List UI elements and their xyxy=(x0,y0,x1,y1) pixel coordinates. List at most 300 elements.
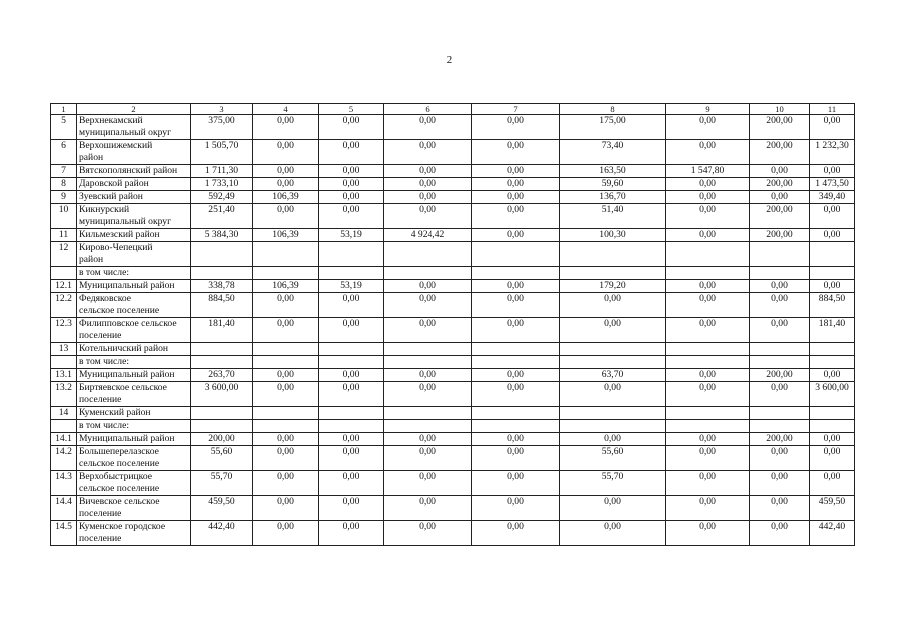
value-cell: 0,00 xyxy=(319,369,384,382)
value-cell: 3 600,00 xyxy=(191,382,253,407)
row-name-line: в том числе: xyxy=(79,267,130,278)
value-cell: 0,00 xyxy=(384,280,472,293)
value-cell: 106,39 xyxy=(253,280,319,293)
value-cell: 0,00 xyxy=(319,115,384,140)
value-cell: 100,30 xyxy=(560,229,666,242)
value-cell: 0,00 xyxy=(666,229,750,242)
value-cell: 0,00 xyxy=(472,382,560,407)
value-cell xyxy=(253,356,319,369)
value-cell: 0,00 xyxy=(319,178,384,191)
value-cell: 0,00 xyxy=(810,229,855,242)
value-cell: 106,39 xyxy=(253,229,319,242)
table-row xyxy=(51,293,855,318)
table-row xyxy=(51,433,855,446)
column-number-cell: 7 xyxy=(472,104,560,115)
value-cell: 0,00 xyxy=(666,521,750,546)
value-cell: 0,00 xyxy=(666,318,750,343)
value-cell: 0,00 xyxy=(253,382,319,407)
value-cell: 0,00 xyxy=(319,191,384,204)
value-cell xyxy=(253,267,319,280)
value-cell: 0,00 xyxy=(666,471,750,496)
value-cell: 0,00 xyxy=(472,178,560,191)
value-cell: 375,00 xyxy=(191,115,253,140)
row-name-line: Даровской район xyxy=(79,178,149,189)
row-number-cell: 14.4 xyxy=(51,496,77,521)
value-cell xyxy=(319,356,384,369)
table-row xyxy=(51,229,855,242)
value-cell: 0,00 xyxy=(472,496,560,521)
row-name-line: Куменское городское xyxy=(79,521,166,532)
value-cell xyxy=(666,242,750,267)
value-cell: 0,00 xyxy=(666,496,750,521)
row-name-cell xyxy=(77,242,191,267)
value-cell xyxy=(750,267,810,280)
value-cell: 200,00 xyxy=(750,433,810,446)
row-name-cell xyxy=(77,471,191,496)
value-cell: 0,00 xyxy=(384,382,472,407)
value-cell xyxy=(560,407,666,420)
row-number-cell: 13 xyxy=(51,343,77,356)
value-cell: 106,39 xyxy=(253,191,319,204)
value-cell: 263,70 xyxy=(191,369,253,382)
row-name-cell xyxy=(77,140,191,165)
value-cell xyxy=(319,242,384,267)
value-cell xyxy=(253,420,319,433)
table-row xyxy=(51,369,855,382)
value-cell: 0,00 xyxy=(472,471,560,496)
column-number-cell: 1 xyxy=(51,104,77,115)
value-cell: 181,40 xyxy=(191,318,253,343)
value-cell: 0,00 xyxy=(750,382,810,407)
value-cell xyxy=(319,407,384,420)
value-cell: 0,00 xyxy=(253,496,319,521)
row-name-line: Муниципальный район xyxy=(79,369,175,380)
value-cell: 0,00 xyxy=(666,382,750,407)
value-cell: 59,60 xyxy=(560,178,666,191)
value-cell: 0,00 xyxy=(384,433,472,446)
table-row xyxy=(51,471,855,496)
value-cell: 0,00 xyxy=(253,204,319,229)
value-cell xyxy=(560,242,666,267)
value-cell: 0,00 xyxy=(472,115,560,140)
row-name-cell xyxy=(77,521,191,546)
value-cell: 0,00 xyxy=(810,446,855,471)
value-cell: 0,00 xyxy=(560,382,666,407)
value-cell: 53,19 xyxy=(319,280,384,293)
value-cell: 163,50 xyxy=(560,165,666,178)
value-cell: 0,00 xyxy=(472,433,560,446)
value-cell: 0,00 xyxy=(253,140,319,165)
value-cell: 1 547,80 xyxy=(666,165,750,178)
value-cell: 200,00 xyxy=(750,369,810,382)
table-row xyxy=(51,140,855,165)
data-table xyxy=(50,103,855,546)
value-cell xyxy=(191,267,253,280)
row-name-line: Вичевское сельское xyxy=(79,496,160,507)
column-number-cell: 8 xyxy=(560,104,666,115)
value-cell xyxy=(472,420,560,433)
table-row xyxy=(51,165,855,178)
value-cell: 0,00 xyxy=(319,293,384,318)
table-row xyxy=(51,496,855,521)
value-cell xyxy=(560,343,666,356)
row-name-line: сельское поселение xyxy=(79,457,160,469)
value-cell: 0,00 xyxy=(666,204,750,229)
row-name-line: муниципальный округ xyxy=(79,126,172,138)
value-cell: 0,00 xyxy=(666,446,750,471)
value-cell: 0,00 xyxy=(319,446,384,471)
value-cell: 0,00 xyxy=(810,369,855,382)
table-row xyxy=(51,521,855,546)
row-name-line: Зуевский район xyxy=(79,191,143,202)
value-cell xyxy=(560,356,666,369)
row-name-line: район xyxy=(79,151,104,163)
row-number-cell: 12 xyxy=(51,242,77,267)
value-cell: 0,00 xyxy=(810,433,855,446)
value-cell: 0,00 xyxy=(319,165,384,178)
value-cell: 0,00 xyxy=(384,140,472,165)
row-name-line: Куменский район xyxy=(79,407,151,418)
row-name-line: Биртяевское сельское xyxy=(79,382,167,393)
value-cell xyxy=(472,356,560,369)
value-cell: 0,00 xyxy=(253,293,319,318)
table-row xyxy=(51,242,855,267)
table-body xyxy=(51,104,855,546)
value-cell: 0,00 xyxy=(384,165,472,178)
value-cell: 0,00 xyxy=(666,280,750,293)
value-cell: 0,00 xyxy=(666,191,750,204)
value-cell: 0,00 xyxy=(750,471,810,496)
value-cell: 442,40 xyxy=(810,521,855,546)
column-number-row xyxy=(51,104,855,115)
value-cell xyxy=(319,267,384,280)
row-name-line: Верхошижемский xyxy=(79,140,153,151)
row-number-cell: 14 xyxy=(51,407,77,420)
row-name-cell xyxy=(77,267,191,280)
value-cell: 459,50 xyxy=(191,496,253,521)
row-name-line: Большеперелазское xyxy=(79,446,159,457)
value-cell xyxy=(384,420,472,433)
table-row xyxy=(51,280,855,293)
row-name-line: Федяковское xyxy=(79,293,132,304)
value-cell: 175,00 xyxy=(560,115,666,140)
row-number-cell: 14.2 xyxy=(51,446,77,471)
value-cell: 1 711,30 xyxy=(191,165,253,178)
row-name-cell xyxy=(77,165,191,178)
column-number-cell: 11 xyxy=(810,104,855,115)
value-cell: 55,70 xyxy=(191,471,253,496)
value-cell xyxy=(750,343,810,356)
value-cell xyxy=(384,267,472,280)
value-cell: 0,00 xyxy=(560,293,666,318)
value-cell: 200,00 xyxy=(750,115,810,140)
value-cell: 136,70 xyxy=(560,191,666,204)
row-name-cell xyxy=(77,420,191,433)
value-cell xyxy=(319,420,384,433)
value-cell xyxy=(666,267,750,280)
row-name-cell xyxy=(77,204,191,229)
value-cell xyxy=(472,343,560,356)
value-cell xyxy=(191,343,253,356)
value-cell: 0,00 xyxy=(666,140,750,165)
row-number-cell: 6 xyxy=(51,140,77,165)
value-cell xyxy=(750,356,810,369)
column-number-cell: 3 xyxy=(191,104,253,115)
row-name-line: муниципальный округ xyxy=(79,215,172,227)
value-cell: 3 600,00 xyxy=(810,382,855,407)
value-cell: 0,00 xyxy=(253,369,319,382)
value-cell: 0,00 xyxy=(319,382,384,407)
value-cell: 0,00 xyxy=(319,204,384,229)
value-cell xyxy=(810,420,855,433)
value-cell: 0,00 xyxy=(384,446,472,471)
table-row xyxy=(51,446,855,471)
row-name-line: поселение xyxy=(79,329,122,341)
row-name-line: Муниципальный район xyxy=(79,433,175,444)
value-cell: 442,40 xyxy=(191,521,253,546)
value-cell xyxy=(472,242,560,267)
value-cell: 0,00 xyxy=(560,318,666,343)
row-number-cell: 8 xyxy=(51,178,77,191)
table-row xyxy=(51,115,855,140)
value-cell: 0,00 xyxy=(666,369,750,382)
row-name-line: Кикнурский xyxy=(79,204,130,215)
value-cell xyxy=(750,407,810,420)
page-number: 2 xyxy=(446,54,453,66)
value-cell: 200,00 xyxy=(750,229,810,242)
value-cell: 251,40 xyxy=(191,204,253,229)
row-name-line: Кирово-Чепецкий xyxy=(79,242,153,253)
value-cell: 4 924,42 xyxy=(384,229,472,242)
row-number-cell: 7 xyxy=(51,165,77,178)
row-name-cell xyxy=(77,343,191,356)
row-name-cell xyxy=(77,356,191,369)
value-cell: 0,00 xyxy=(560,433,666,446)
value-cell: 0,00 xyxy=(810,204,855,229)
value-cell xyxy=(810,267,855,280)
row-number-cell: 14.1 xyxy=(51,433,77,446)
value-cell xyxy=(666,356,750,369)
row-name-line: в том числе: xyxy=(79,356,130,367)
table-row xyxy=(51,343,855,356)
value-cell: 0,00 xyxy=(319,496,384,521)
table-row xyxy=(51,407,855,420)
value-cell xyxy=(384,356,472,369)
value-cell xyxy=(384,242,472,267)
row-number-cell: 12.2 xyxy=(51,293,77,318)
value-cell: 0,00 xyxy=(472,369,560,382)
value-cell: 200,00 xyxy=(750,178,810,191)
value-cell: 0,00 xyxy=(472,521,560,546)
value-cell: 459,50 xyxy=(810,496,855,521)
table-row xyxy=(51,178,855,191)
row-name-line: сельское поселение xyxy=(79,482,160,494)
value-cell: 0,00 xyxy=(384,318,472,343)
row-name-line: Верхнекамский xyxy=(79,115,143,126)
value-cell: 0,00 xyxy=(560,496,666,521)
row-name-line: Котельничский район xyxy=(79,343,169,354)
table-row xyxy=(51,191,855,204)
table-row xyxy=(51,204,855,229)
row-number-cell: 12.3 xyxy=(51,318,77,343)
row-name-cell xyxy=(77,178,191,191)
table-row xyxy=(51,382,855,407)
value-cell: 0,00 xyxy=(384,496,472,521)
value-cell: 0,00 xyxy=(253,433,319,446)
row-number-cell: 9 xyxy=(51,191,77,204)
row-name-cell xyxy=(77,407,191,420)
value-cell: 200,00 xyxy=(750,204,810,229)
value-cell: 51,40 xyxy=(560,204,666,229)
row-name-cell xyxy=(77,382,191,407)
value-cell: 0,00 xyxy=(750,446,810,471)
value-cell: 0,00 xyxy=(810,165,855,178)
value-cell: 0,00 xyxy=(319,471,384,496)
value-cell: 0,00 xyxy=(666,178,750,191)
row-name-cell xyxy=(77,229,191,242)
value-cell: 63,70 xyxy=(560,369,666,382)
value-cell: 0,00 xyxy=(810,280,855,293)
column-number-cell: 6 xyxy=(384,104,472,115)
value-cell: 0,00 xyxy=(384,471,472,496)
value-cell: 0,00 xyxy=(750,191,810,204)
table-row xyxy=(51,420,855,433)
row-number-cell xyxy=(51,356,77,369)
row-number-cell: 14.5 xyxy=(51,521,77,546)
value-cell: 0,00 xyxy=(384,115,472,140)
value-cell: 1 473,50 xyxy=(810,178,855,191)
value-cell: 0,00 xyxy=(384,293,472,318)
value-cell: 55,70 xyxy=(560,471,666,496)
value-cell: 5 384,30 xyxy=(191,229,253,242)
row-number-cell: 13.1 xyxy=(51,369,77,382)
value-cell xyxy=(253,407,319,420)
value-cell: 0,00 xyxy=(810,115,855,140)
value-cell: 592,49 xyxy=(191,191,253,204)
row-name-cell xyxy=(77,496,191,521)
column-number-cell: 4 xyxy=(253,104,319,115)
value-cell: 0,00 xyxy=(253,521,319,546)
value-cell: 0,00 xyxy=(750,318,810,343)
value-cell: 0,00 xyxy=(319,318,384,343)
value-cell: 179,20 xyxy=(560,280,666,293)
value-cell xyxy=(750,242,810,267)
value-cell xyxy=(253,343,319,356)
value-cell: 0,00 xyxy=(472,165,560,178)
value-cell: 0,00 xyxy=(472,293,560,318)
row-name-line: Кильмезский район xyxy=(79,229,160,240)
value-cell xyxy=(384,343,472,356)
value-cell: 884,50 xyxy=(810,293,855,318)
row-name-line: Верхобыстрицкое xyxy=(79,471,152,482)
value-cell: 0,00 xyxy=(384,191,472,204)
value-cell: 0,00 xyxy=(384,178,472,191)
table-row xyxy=(51,356,855,369)
value-cell xyxy=(810,242,855,267)
value-cell xyxy=(666,343,750,356)
row-number-cell: 14.3 xyxy=(51,471,77,496)
row-name-line: поселение xyxy=(79,507,122,519)
value-cell: 0,00 xyxy=(750,521,810,546)
row-number-cell: 11 xyxy=(51,229,77,242)
value-cell: 0,00 xyxy=(319,521,384,546)
value-cell xyxy=(666,420,750,433)
column-number-cell: 2 xyxy=(77,104,191,115)
value-cell: 0,00 xyxy=(384,521,472,546)
value-cell: 0,00 xyxy=(253,165,319,178)
value-cell: 53,19 xyxy=(319,229,384,242)
value-cell: 0,00 xyxy=(472,229,560,242)
row-name-cell xyxy=(77,433,191,446)
value-cell xyxy=(472,267,560,280)
value-cell: 0,00 xyxy=(253,446,319,471)
value-cell: 1 733,10 xyxy=(191,178,253,191)
value-cell: 0,00 xyxy=(666,433,750,446)
value-cell: 0,00 xyxy=(253,318,319,343)
value-cell: 0,00 xyxy=(472,280,560,293)
column-number-cell: 5 xyxy=(319,104,384,115)
value-cell: 0,00 xyxy=(472,318,560,343)
value-cell: 0,00 xyxy=(253,178,319,191)
value-cell xyxy=(253,242,319,267)
value-cell: 0,00 xyxy=(560,521,666,546)
row-number-cell: 10 xyxy=(51,204,77,229)
table-row xyxy=(51,318,855,343)
value-cell: 55,60 xyxy=(191,446,253,471)
value-cell: 349,40 xyxy=(810,191,855,204)
row-number-cell xyxy=(51,420,77,433)
value-cell xyxy=(191,242,253,267)
value-cell: 0,00 xyxy=(750,280,810,293)
row-name-cell xyxy=(77,369,191,382)
row-name-cell xyxy=(77,280,191,293)
value-cell: 0,00 xyxy=(472,191,560,204)
row-number-cell: 13.2 xyxy=(51,382,77,407)
value-cell: 0,00 xyxy=(472,140,560,165)
value-cell: 200,00 xyxy=(750,140,810,165)
value-cell: 0,00 xyxy=(750,165,810,178)
row-name-line: Филипповское сельское xyxy=(79,318,177,329)
value-cell: 55,60 xyxy=(560,446,666,471)
value-cell: 338,78 xyxy=(191,280,253,293)
value-cell: 181,40 xyxy=(810,318,855,343)
row-name-line: поселение xyxy=(79,393,122,405)
value-cell: 73,40 xyxy=(560,140,666,165)
value-cell: 0,00 xyxy=(750,293,810,318)
row-name-line: в том числе: xyxy=(79,420,130,431)
row-name-line: поселение xyxy=(79,532,122,544)
value-cell xyxy=(810,356,855,369)
row-number-cell: 5 xyxy=(51,115,77,140)
value-cell xyxy=(191,420,253,433)
value-cell: 0,00 xyxy=(253,471,319,496)
value-cell: 0,00 xyxy=(319,140,384,165)
value-cell: 884,50 xyxy=(191,293,253,318)
row-name-cell xyxy=(77,115,191,140)
value-cell xyxy=(191,356,253,369)
row-name-line: район xyxy=(79,253,104,265)
row-name-line: Вятскополянский район xyxy=(79,165,178,176)
value-cell: 0,00 xyxy=(253,115,319,140)
row-name-cell xyxy=(77,318,191,343)
value-cell xyxy=(560,267,666,280)
value-cell: 0,00 xyxy=(666,115,750,140)
value-cell: 0,00 xyxy=(472,204,560,229)
value-cell xyxy=(472,407,560,420)
column-number-cell: 9 xyxy=(666,104,750,115)
value-cell xyxy=(666,407,750,420)
value-cell: 0,00 xyxy=(319,433,384,446)
